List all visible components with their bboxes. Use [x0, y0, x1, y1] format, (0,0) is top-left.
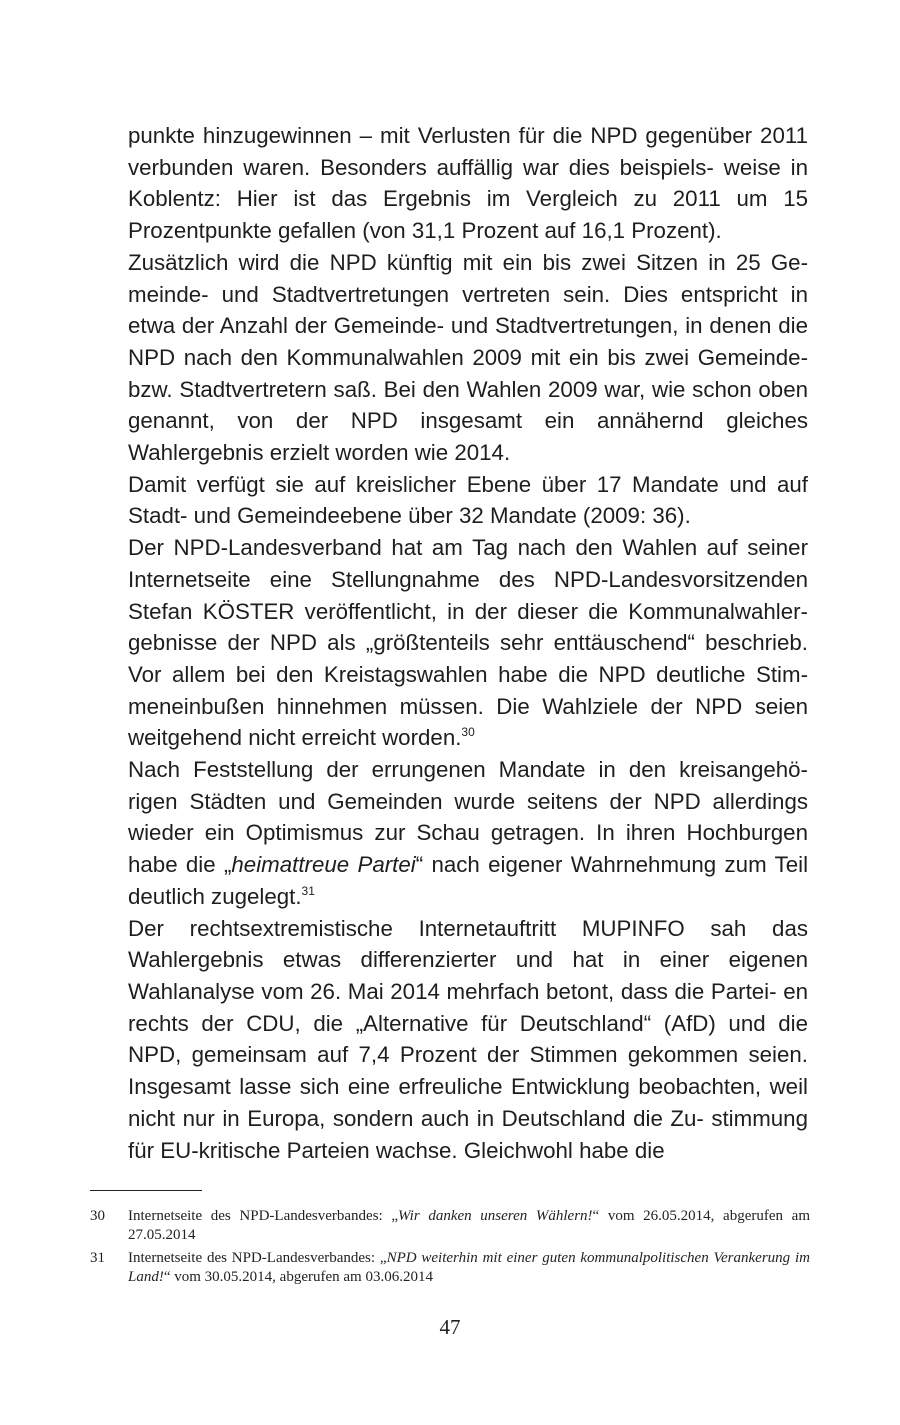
footnote-30 [90, 1207, 810, 1245]
page-number: 47 [439, 1315, 461, 1339]
line: Stefan KÖSTER veröffentlicht, in der dieser die Kommunalwahler- [128, 598, 808, 624]
footnotes [90, 1207, 810, 1291]
line: stimmung für EU-kritische Parteien wachse. Gleichwohl habe die [128, 1105, 808, 1163]
line: Teil deutlich zugelegt. [128, 852, 809, 909]
line: gleiches Wahlergebnis erzielt worden wie 2014. [128, 408, 808, 466]
line: Wahlanalyse vom 26. Mai 2014 mehrfach betont, dass die Partei- [128, 978, 777, 1004]
paragraph-4 [128, 532, 808, 754]
line: Der rechtsextremistische Internetauftritt MUPINFO sah das [128, 915, 808, 941]
footnote-text [128, 1207, 810, 1245]
line: Wahlergebnis etwas differenzierter und hat in einer eigenen [128, 947, 808, 973]
footnote-number: 30 [90, 1208, 105, 1224]
line: 15 Prozentpunkte gefallen (von 31,1 Prozent auf 16,1 Prozent). [128, 186, 808, 244]
footnote-post: “ vom 30.05.2014, abgerufen am 03.06.2014 [163, 1269, 433, 1285]
line: Nach Feststellung der errungenen Mandate in den kreisangehö- [128, 757, 808, 783]
line: meinde- und Stadtvertretungen vertreten sein. Dies entspricht [128, 281, 778, 307]
line: habe die „ [128, 852, 232, 878]
footnote-number: 31 [90, 1250, 105, 1266]
footnote-title: Wir danken unseren Wählern! [398, 1208, 593, 1224]
line: weitgehend nicht erreicht worden. [128, 725, 462, 751]
emphasis: heimattreue Partei [231, 852, 416, 878]
footnote-ref-30: 30 [461, 725, 475, 740]
line: Stadt- und Gemeindeebene über 32 Mandate (2009: 36). [128, 503, 691, 529]
line: NPD, gemeinsam auf 7,4 Prozent der Stimmen gekommen seien. [128, 1042, 808, 1068]
line: punkte hinzugewinnen – mit Verlusten für die NPD gegenüber [128, 123, 753, 148]
paragraph-3 [128, 469, 808, 532]
line: in etwa der Anzahl der Gemeinde- und Stadtvertretungen, in [128, 281, 808, 339]
line: Gemeinde- bzw. Stadtvertretern saß. Bei den Wahlen 2009 war, [128, 344, 809, 402]
line: wie schon oben genannt, von der NPD insgesamt ein annähernd [128, 376, 808, 434]
footnote-pre: Internetseite des NPD-Landesverbandes: „ [128, 1250, 387, 1266]
line: denen die NPD nach den Kommunalwahlen 2009 mit ein bis zwei [128, 313, 808, 370]
paragraph-5 [128, 754, 808, 913]
line: Der NPD-Landesverband hat am Tag nach den Wahlen auf seiner [128, 535, 808, 561]
footnote-pre: Internetseite des NPD-Landesverbandes: „ [128, 1208, 399, 1224]
line: wieder ein Optimismus zur Schau getragen. In ihren Hochburgen [128, 820, 808, 846]
footnote-ref-31: 31 [301, 883, 315, 898]
line: Damit verfügt sie auf kreislicher Ebene über 17 Mandate und auf [128, 471, 808, 497]
body-text [128, 120, 808, 1166]
line: weise in Koblentz: Hier ist das Ergebnis im Vergleich zu 2011 um [128, 154, 809, 212]
line: gebnisse der NPD als „größtenteils sehr enttäuschend“ beschrieb. [128, 630, 808, 656]
line: en rechts der CDU, die „Alternative für Deutschland“ (AfD) und die [128, 978, 808, 1036]
paragraph-1 [128, 120, 808, 247]
footnote-separator [90, 1190, 202, 1191]
footnote-text [128, 1249, 810, 1287]
paragraph-6 [128, 913, 808, 1167]
line: rigen Städten und Gemeinden wurde seitens der NPD allerdings [128, 788, 808, 814]
line: Insgesamt lasse sich eine erfreuliche Entwicklung beobachten, [128, 1074, 762, 1100]
footnote-title: NPD weiterhin mit einer guten kommunalpolitischen Verankerung im Land! [128, 1250, 811, 1285]
line: Vor allem bei den Kreistagswahlen habe die NPD deutliche Stim- [128, 661, 808, 687]
footnote-post: “ vom 26.05.2014, abgerufen am 27.05.2014 [128, 1208, 810, 1243]
line: Internetseite eine Stellungnahme des NPD-Landesvorsitzenden [128, 566, 808, 592]
line: “ nach eigener Wahrnehmung zum [415, 852, 767, 878]
footnote-31 [90, 1249, 810, 1287]
line: 2011 verbunden waren. Besonders auffällig war dies beispiels- [128, 123, 808, 180]
line: weil nicht nur in Europa, sondern auch in Deutschland die Zu- [128, 1074, 808, 1131]
line: meneinbußen hinnehmen müssen. Die Wahlziele der NPD seien [128, 693, 808, 719]
paragraph-2 [128, 247, 808, 469]
line: Zusätzlich wird die NPD künftig mit ein bis zwei Sitzen in 25 Ge- [128, 249, 808, 275]
